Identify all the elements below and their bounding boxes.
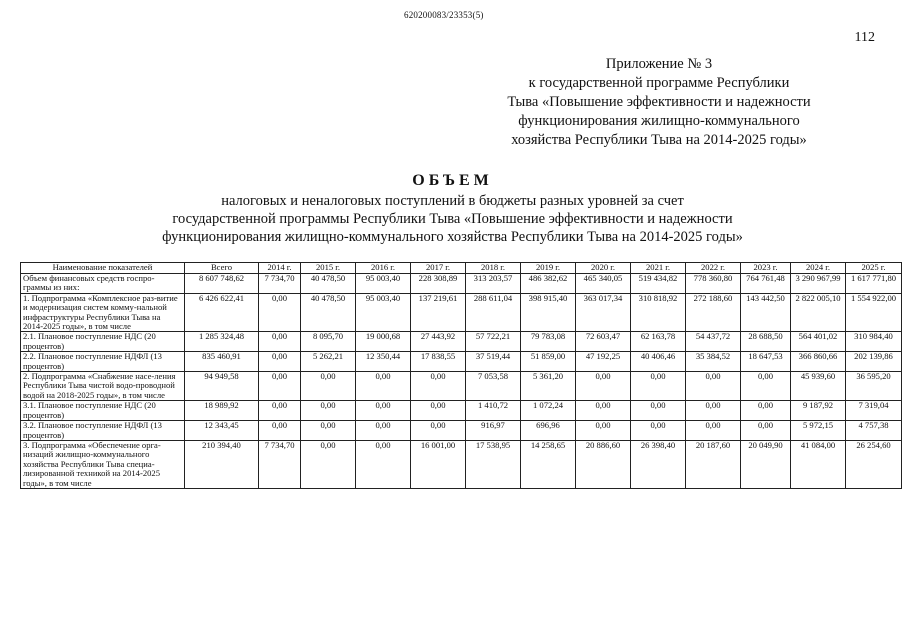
- value-cell: 12 350,44: [356, 352, 411, 372]
- value-cell: 310 984,40: [846, 332, 902, 352]
- value-cell: 366 860,66: [791, 352, 846, 372]
- column-header: 2024 г.: [791, 263, 846, 274]
- value-cell: 0,00: [259, 293, 301, 332]
- value-cell: 0,00: [411, 401, 466, 421]
- value-cell: 0,00: [356, 372, 411, 401]
- value-cell: 0,00: [259, 421, 301, 441]
- value-cell: 37 519,44: [466, 352, 521, 372]
- value-cell: 5 972,15: [791, 421, 846, 441]
- value-cell: 0,00: [301, 372, 356, 401]
- value-cell: 0,00: [301, 440, 356, 488]
- indicator-name-cell: 2. Подпрограмма «Снабжение насе-ления Республики Тыва чистой водо-проводной водой на 2018-2025 годы», в том числе: [21, 372, 185, 401]
- table-row: [21, 274, 902, 294]
- column-header: Наименование показателей: [21, 263, 185, 274]
- value-cell: 51 859,00: [521, 352, 576, 372]
- value-cell: 0,00: [301, 421, 356, 441]
- table-row: [21, 440, 902, 488]
- value-cell: 79 783,08: [521, 332, 576, 352]
- value-cell: 835 460,91: [185, 352, 259, 372]
- value-cell: 143 442,50: [741, 293, 791, 332]
- value-cell: 0,00: [741, 401, 791, 421]
- table-row: [21, 352, 902, 372]
- value-cell: 7 734,70: [259, 274, 301, 294]
- appendix-heading: [449, 55, 869, 150]
- value-cell: 17 538,95: [466, 440, 521, 488]
- value-cell: 5 361,20: [521, 372, 576, 401]
- value-cell: 1 285 324,48: [185, 332, 259, 352]
- column-header: 2022 г.: [686, 263, 741, 274]
- value-cell: 20 886,60: [576, 440, 631, 488]
- subtitle-line: налоговых и неналоговых поступлений в бюджеты разных уровней за счет: [221, 193, 684, 209]
- value-cell: 465 340,05: [576, 274, 631, 294]
- value-cell: 0,00: [686, 372, 741, 401]
- value-cell: 40 478,50: [301, 293, 356, 332]
- value-cell: 14 258,65: [521, 440, 576, 488]
- column-header: 2023 г.: [741, 263, 791, 274]
- table-row: [21, 372, 902, 401]
- value-cell: 137 219,61: [411, 293, 466, 332]
- value-cell: 41 084,00: [791, 440, 846, 488]
- value-cell: 0,00: [631, 372, 686, 401]
- value-cell: 0,00: [259, 401, 301, 421]
- value-cell: 0,00: [686, 421, 741, 441]
- column-header: 2019 г.: [521, 263, 576, 274]
- column-header: 2018 г.: [466, 263, 521, 274]
- value-cell: 8 095,70: [301, 332, 356, 352]
- value-cell: 72 603,47: [576, 332, 631, 352]
- value-cell: 4 757,38: [846, 421, 902, 441]
- appendix-line: функционирования жилищно-коммунального: [518, 113, 800, 129]
- document-code: 620200083/23353(5): [404, 10, 484, 20]
- appendix-line: Приложение № 3: [605, 56, 713, 72]
- value-cell: 486 382,62: [521, 274, 576, 294]
- value-cell: 202 139,86: [846, 352, 902, 372]
- value-cell: 0,00: [741, 372, 791, 401]
- value-cell: 0,00: [631, 421, 686, 441]
- column-header: 2014 г.: [259, 263, 301, 274]
- value-cell: 564 401,02: [791, 332, 846, 352]
- value-cell: 5 262,21: [301, 352, 356, 372]
- value-cell: 696,96: [521, 421, 576, 441]
- column-header: 2017 г.: [411, 263, 466, 274]
- indicator-name-cell: 3.1. Плановое поступление НДС (20 процентов): [21, 401, 185, 421]
- value-cell: 1 617 771,80: [846, 274, 902, 294]
- value-cell: 0,00: [259, 372, 301, 401]
- value-cell: 0,00: [356, 421, 411, 441]
- indicator-name-cell: 3. Подпрограмма «Обеспечение орга-низаций жилищно-коммунального хозяйства Республики Тыва специа-лизированной техникой на 2014-2025 годы», в том числе: [21, 440, 185, 488]
- value-cell: 17 838,55: [411, 352, 466, 372]
- value-cell: 0,00: [741, 421, 791, 441]
- value-cell: 210 394,40: [185, 440, 259, 488]
- value-cell: 363 017,34: [576, 293, 631, 332]
- value-cell: 9 187,92: [791, 401, 846, 421]
- value-cell: 45 939,60: [791, 372, 846, 401]
- value-cell: 57 722,21: [466, 332, 521, 352]
- appendix-line: хозяйства Республики Тыва на 2014-2025 годы»: [511, 132, 807, 148]
- value-cell: 288 611,04: [466, 293, 521, 332]
- value-cell: 95 003,40: [356, 293, 411, 332]
- value-cell: 3 290 967,99: [791, 274, 846, 294]
- value-cell: 27 443,92: [411, 332, 466, 352]
- value-cell: 2 822 005,10: [791, 293, 846, 332]
- table-row: [21, 401, 902, 421]
- value-cell: 26 254,60: [846, 440, 902, 488]
- value-cell: 19 000,68: [356, 332, 411, 352]
- value-cell: 35 384,52: [686, 352, 741, 372]
- table-row: [21, 293, 902, 332]
- value-cell: 8 607 748,62: [185, 274, 259, 294]
- value-cell: 272 188,60: [686, 293, 741, 332]
- title-subtitle: [0, 192, 905, 246]
- value-cell: 0,00: [576, 401, 631, 421]
- column-header: Всего: [185, 263, 259, 274]
- value-cell: 0,00: [576, 372, 631, 401]
- indicator-name-cell: 1. Подпрограмма «Комплексное раз-витие и модернизация систем комму-нальной инфраструктуры Республики Тыва на 2014-2025 годы», в том числе: [21, 293, 185, 332]
- value-cell: 20 187,60: [686, 440, 741, 488]
- value-cell: 12 343,45: [185, 421, 259, 441]
- subtitle-line: государственной программы Республики Тыва «Повышение эффективности и надежности: [172, 211, 733, 227]
- value-cell: 0,00: [356, 440, 411, 488]
- value-cell: 20 049,90: [741, 440, 791, 488]
- value-cell: 16 001,00: [411, 440, 466, 488]
- value-cell: 519 434,82: [631, 274, 686, 294]
- value-cell: 36 595,20: [846, 372, 902, 401]
- value-cell: 62 163,78: [631, 332, 686, 352]
- indicator-name-cell: 2.1. Плановое поступление НДС (20 процентов): [21, 332, 185, 352]
- table-row: [21, 421, 902, 441]
- value-cell: 313 203,57: [466, 274, 521, 294]
- appendix-line: к государственной программе Республики: [528, 75, 790, 91]
- value-cell: 1 554 922,00: [846, 293, 902, 332]
- indicator-name-cell: 2.2. Плановое поступление НДФЛ (13 процентов): [21, 352, 185, 372]
- value-cell: 1 410,72: [466, 401, 521, 421]
- subtitle-line: функционирования жилищно-коммунального хозяйства Республики Тыва на 2014-2025 годы»: [162, 229, 743, 245]
- title-main: ОБЪЕМ: [412, 172, 493, 189]
- value-cell: 0,00: [301, 401, 356, 421]
- column-header: 2015 г.: [301, 263, 356, 274]
- appendix-line: Тыва «Повышение эффективности и надежности: [507, 94, 811, 110]
- indicator-name-cell: Объем финансовых средств госпро-граммы из них:: [21, 274, 185, 294]
- value-cell: 94 949,58: [185, 372, 259, 401]
- revenue-table: [20, 262, 902, 489]
- value-cell: 7 734,70: [259, 440, 301, 488]
- value-cell: 7 053,58: [466, 372, 521, 401]
- value-cell: 40 478,50: [301, 274, 356, 294]
- column-header: 2020 г.: [576, 263, 631, 274]
- value-cell: 778 360,80: [686, 274, 741, 294]
- value-cell: 0,00: [259, 332, 301, 352]
- value-cell: 0,00: [356, 401, 411, 421]
- value-cell: 916,97: [466, 421, 521, 441]
- table-header-row: [21, 263, 902, 274]
- value-cell: 0,00: [576, 421, 631, 441]
- value-cell: 398 915,40: [521, 293, 576, 332]
- value-cell: 95 003,40: [356, 274, 411, 294]
- document-title: [0, 172, 905, 246]
- value-cell: 228 308,89: [411, 274, 466, 294]
- value-cell: 54 437,72: [686, 332, 741, 352]
- column-header: 2021 г.: [631, 263, 686, 274]
- table-row: [21, 332, 902, 352]
- value-cell: 0,00: [686, 401, 741, 421]
- value-cell: 764 761,48: [741, 274, 791, 294]
- value-cell: 18 989,92: [185, 401, 259, 421]
- value-cell: 0,00: [631, 401, 686, 421]
- value-cell: 7 319,04: [846, 401, 902, 421]
- column-header: 2016 г.: [356, 263, 411, 274]
- value-cell: 0,00: [259, 352, 301, 372]
- value-cell: 1 072,24: [521, 401, 576, 421]
- value-cell: 0,00: [411, 421, 466, 441]
- value-cell: 18 647,53: [741, 352, 791, 372]
- value-cell: 28 688,50: [741, 332, 791, 352]
- value-cell: 26 398,40: [631, 440, 686, 488]
- value-cell: 310 818,92: [631, 293, 686, 332]
- value-cell: 0,00: [411, 372, 466, 401]
- value-cell: 6 426 622,41: [185, 293, 259, 332]
- value-cell: 47 192,25: [576, 352, 631, 372]
- column-header: 2025 г.: [846, 263, 902, 274]
- value-cell: 40 406,46: [631, 352, 686, 372]
- indicator-name-cell: 3.2. Плановое поступление НДФЛ (13 процентов): [21, 421, 185, 441]
- page-number: 112: [854, 30, 875, 45]
